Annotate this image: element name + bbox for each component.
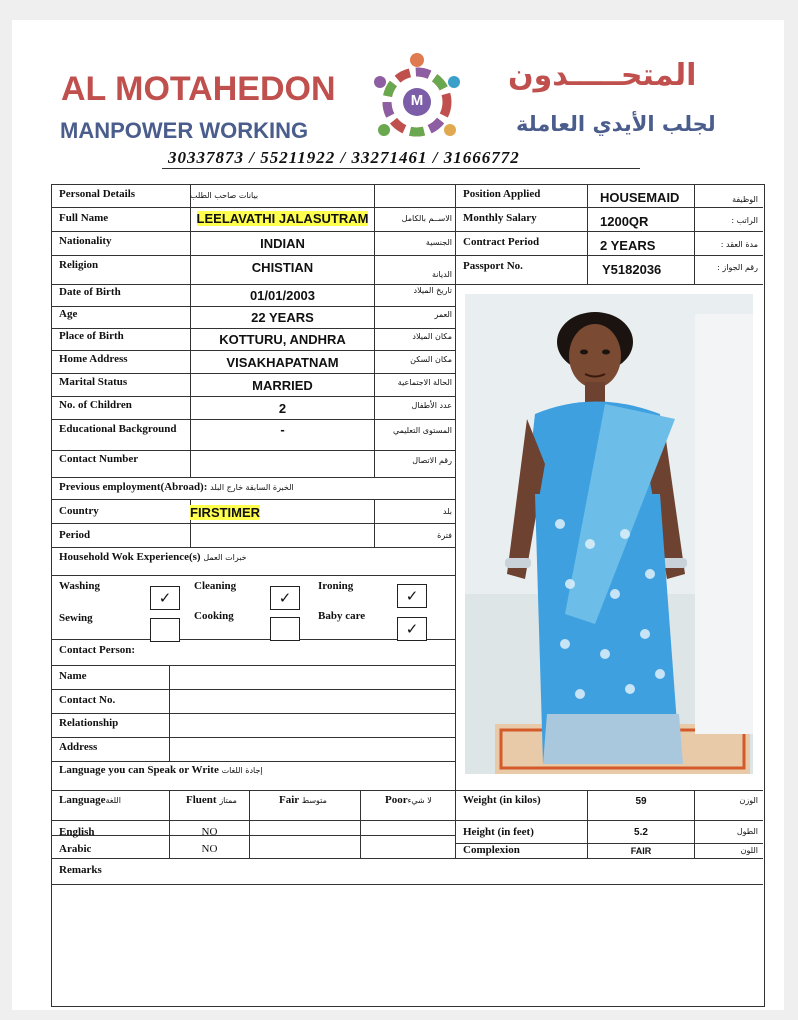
dob-label: Date of Birth <box>59 286 121 298</box>
company-logo <box>360 52 474 152</box>
fluent-header-text-ar: ممتاز <box>219 796 237 805</box>
country-value-text: FIRSTIMER <box>190 505 261 520</box>
marital-status-label-ar: الحالة الاجتماعية <box>397 378 452 387</box>
skill-cleaning-checkbox[interactable]: ✓ <box>270 586 300 610</box>
position-applied-value: HOUSEMAID <box>600 190 680 205</box>
skill-ironing-checkbox[interactable]: ✓ <box>397 584 427 608</box>
monthly-salary-label-ar: الراتب : <box>731 216 758 225</box>
company-name-ar: المتحـــــدون <box>508 58 697 93</box>
skill-washing-label: Washing <box>59 580 100 592</box>
position-applied-label-ar: الوظيفة <box>732 195 758 204</box>
company-name-en: AL MOTAHEDON <box>61 70 336 108</box>
full-name-label: Full Name <box>59 212 109 224</box>
applicant-photo <box>465 294 753 774</box>
contract-period-value: 2 YEARS <box>600 238 656 253</box>
skill-sewing-checkbox[interactable] <box>150 618 180 642</box>
full-name-value <box>191 211 374 226</box>
skill-washing-checkbox[interactable]: ✓ <box>150 586 180 610</box>
religion-value: CHISTIAN <box>251 260 314 275</box>
period-label: Period <box>59 529 91 541</box>
personal-details-label-ar: بيانات صاحب الطلب <box>190 191 259 200</box>
age-label-ar: العمر <box>434 310 452 319</box>
contact-person-label: Contact Person: <box>59 644 136 656</box>
poor-header <box>385 794 432 806</box>
weight-value: 59 <box>635 796 647 807</box>
age-value: 22 YEARS <box>251 310 314 325</box>
home-address-label: Home Address <box>59 353 128 365</box>
education-value: - <box>280 422 285 437</box>
passport-label-ar: رقم الجواز : <box>717 263 758 272</box>
household-experience-label <box>59 551 247 563</box>
skill-babycare-label: Baby care <box>318 610 366 622</box>
weight-label-ar: الوزن <box>739 796 758 805</box>
children-label: No. of Children <box>59 399 132 411</box>
previous-employment-label <box>59 481 294 493</box>
marital-status-label: Marital Status <box>59 376 128 388</box>
monthly-salary-value: 1200QR <box>600 214 649 229</box>
weight-label: Weight (in kilos) <box>463 794 541 806</box>
remarks-label: Remarks <box>59 864 102 876</box>
previous-employment-text: Previous employment(Abroad): <box>59 481 208 493</box>
language-english-fluent: NO <box>201 826 218 838</box>
logo-letter: M <box>410 92 424 109</box>
contact-address-label: Address <box>59 741 98 753</box>
company-subtitle-ar: لجلب الأيدي العاملة <box>516 112 716 136</box>
place-of-birth-label-ar: مكان الميلاد <box>412 332 452 341</box>
home-address-value: VISAKHAPATNAM <box>226 355 339 370</box>
household-experience-text-ar: خبرات العمل <box>203 553 247 562</box>
fair-header <box>279 794 327 806</box>
household-experience-text: Household Wok Experience(s) <box>59 551 201 563</box>
nationality-label-ar: الجنسية <box>425 238 452 247</box>
language-intro-label <box>59 764 263 776</box>
skill-cleaning-label: Cleaning <box>194 580 237 592</box>
language-header-text-ar: اللغة <box>105 796 121 805</box>
skill-sewing-label: Sewing <box>59 612 93 624</box>
language-arabic: Arabic <box>59 843 92 855</box>
complexion-label: Complexion <box>463 844 520 856</box>
skill-babycare-checkbox[interactable]: ✓ <box>397 617 427 641</box>
poor-header-text: Poor <box>385 794 408 806</box>
height-label: Height (in feet) <box>463 826 534 838</box>
skill-cooking-label: Cooking <box>194 610 234 622</box>
age-label: Age <box>59 308 78 320</box>
complexion-value: FAIR <box>630 846 652 856</box>
poor-header-text-ar: لا شيء <box>407 796 432 805</box>
previous-employment-text-ar: الخبرة السابقة خارج البلد <box>210 483 294 492</box>
language-english: English <box>59 826 95 838</box>
position-applied-label: Position Applied <box>463 188 541 200</box>
dob-value: 01/01/2003 <box>249 288 316 303</box>
passport-label: Passport No. <box>463 260 523 272</box>
personal-details-label: Personal Details <box>59 188 136 200</box>
contract-period-label: Contract Period <box>463 236 540 248</box>
dob-label-ar: تاريخ الميلاد <box>413 286 452 295</box>
phone-underline <box>162 168 640 169</box>
height-label-ar: الطول <box>736 827 758 836</box>
remarks-area[interactable] <box>52 885 762 1004</box>
language-arabic-fluent: NO <box>201 843 218 855</box>
application-form <box>12 20 784 1010</box>
children-label-ar: عدد الأطفال <box>411 401 452 410</box>
fluent-header <box>186 794 237 806</box>
fair-header-text: Fair <box>279 794 299 806</box>
period-label-ar: فترة <box>437 531 452 540</box>
education-label-ar: المستوى التعليمي <box>392 426 452 435</box>
fluent-header-text: Fluent <box>186 794 217 806</box>
contact-number-label-ar: رقم الاتصال <box>412 456 452 465</box>
country-label-ar: بلد <box>442 507 452 516</box>
language-header-text: Language <box>59 794 106 806</box>
height-value: 5.2 <box>634 827 648 838</box>
nationality-value: INDIAN <box>260 236 305 251</box>
religion-label: Religion <box>59 259 99 271</box>
language-header <box>59 794 121 806</box>
fair-header-text-ar: متوسط <box>301 796 327 805</box>
nationality-label: Nationality <box>59 235 112 247</box>
contact-name-label: Name <box>59 670 87 682</box>
complexion-label-ar: اللون <box>740 846 758 855</box>
company-subtitle-en: MANPOWER WORKING <box>60 118 309 143</box>
passport-value: Y5182036 <box>602 262 662 277</box>
country-value <box>190 504 260 522</box>
monthly-salary-label: Monthly Salary <box>463 212 537 224</box>
full-name-label-ar: الاســم بالكامل <box>401 214 452 223</box>
skill-ironing-label: Ironing <box>318 580 354 592</box>
marital-status-value: MARRIED <box>252 378 313 393</box>
contact-number-label: Contact Number <box>59 453 139 465</box>
contract-period-label-ar: مدة العقد : <box>720 240 758 249</box>
country-label: Country <box>59 505 99 517</box>
relationship-label: Relationship <box>59 717 119 729</box>
language-intro-text-ar: إجادة اللغات <box>221 766 263 775</box>
place-of-birth-value: KOTTURU, ANDHRA <box>219 332 346 347</box>
language-intro-text: Language you can Speak or Write <box>59 764 219 776</box>
home-address-label-ar: مكان السكن <box>410 355 452 364</box>
religion-label-ar: الديانة <box>431 270 452 279</box>
phone-numbers: 30337873 / 55211922 / 33271461 / 31666772 <box>168 148 520 167</box>
full-name-text: LEELAVATHI JALASUTRAM <box>196 211 369 226</box>
contact-no-label: Contact No. <box>59 694 116 706</box>
education-label: Educational Background <box>59 423 177 435</box>
skill-cooking-checkbox[interactable] <box>270 617 300 641</box>
children-value: 2 <box>278 401 287 416</box>
place-of-birth-label: Place of Birth <box>59 330 124 342</box>
